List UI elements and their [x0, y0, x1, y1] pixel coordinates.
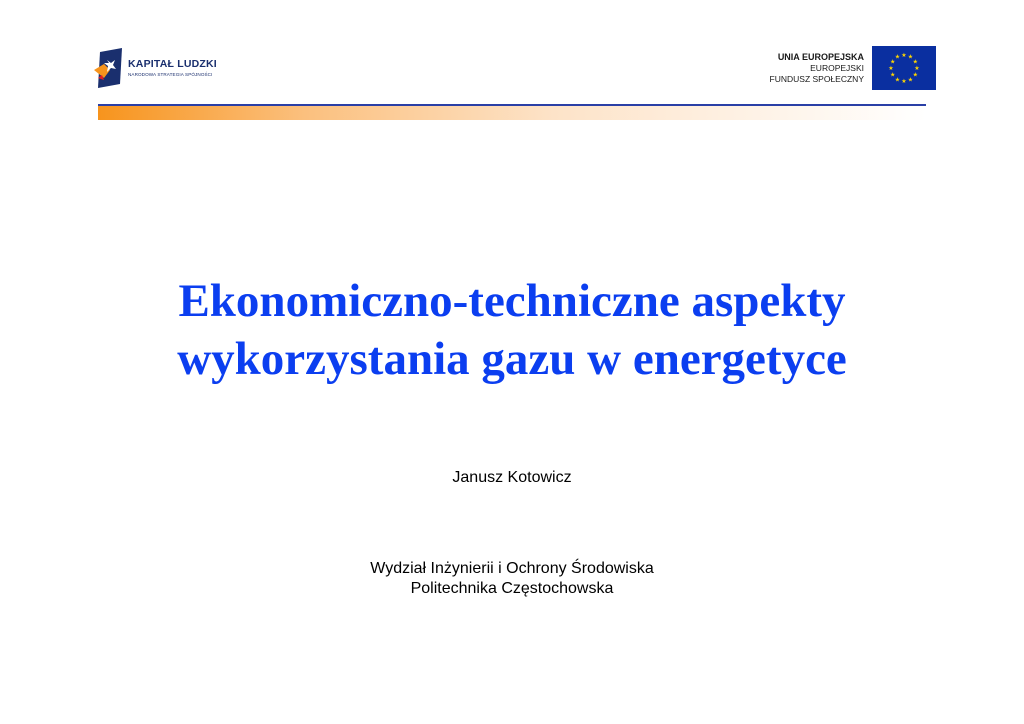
eu-star-icon: ★	[888, 66, 894, 72]
slide-affiliation	[100, 559, 924, 599]
eu-flag-icon	[872, 46, 936, 90]
eu-star-icon: ★	[890, 59, 896, 66]
eu-star-icon: ★	[901, 53, 907, 59]
slide-title-line1: Ekonomiczno-techniczne aspekty	[178, 275, 846, 327]
eu-logo	[760, 46, 936, 92]
affiliation-department: Wydział Inżynierii i Ochrony Środowiska	[370, 560, 654, 577]
eu-logo-line3: FUNDUSZ SPOŁECZNY	[769, 74, 864, 84]
eu-star-icon: ★	[901, 79, 907, 85]
eu-logo-text	[770, 51, 864, 85]
eu-star-icon: ★	[912, 59, 918, 66]
kapital-ludzki-title: KAPITAŁ LUDZKI	[128, 58, 217, 70]
eu-star-icon: ★	[907, 77, 914, 84]
kapital-ludzki-emblem-icon	[94, 48, 128, 88]
eu-star-icon: ★	[894, 54, 901, 61]
eu-logo-line2: EUROPEJSKI	[810, 63, 864, 73]
eu-star-icon: ★	[912, 72, 918, 79]
affiliation-university: Politechnika Częstochowska	[410, 580, 614, 597]
header-gradient-bar	[98, 106, 926, 120]
eu-star-icon: ★	[907, 54, 914, 61]
slide-author: Janusz Kotowicz	[452, 469, 572, 486]
eu-star-icon: ★	[894, 77, 901, 84]
kapital-ludzki-logo	[94, 48, 234, 88]
eu-star-icon: ★	[914, 66, 920, 72]
eu-star-icon: ★	[890, 72, 896, 79]
slide-title	[100, 272, 924, 388]
slide-title-line2: wykorzystania gazu w energetyce	[177, 333, 847, 385]
eu-logo-line1: UNIA EUROPEJSKA	[777, 52, 864, 62]
kapital-ludzki-subtitle: NARODOWA STRATEGIA SPÓJNOŚCI	[128, 72, 213, 77]
